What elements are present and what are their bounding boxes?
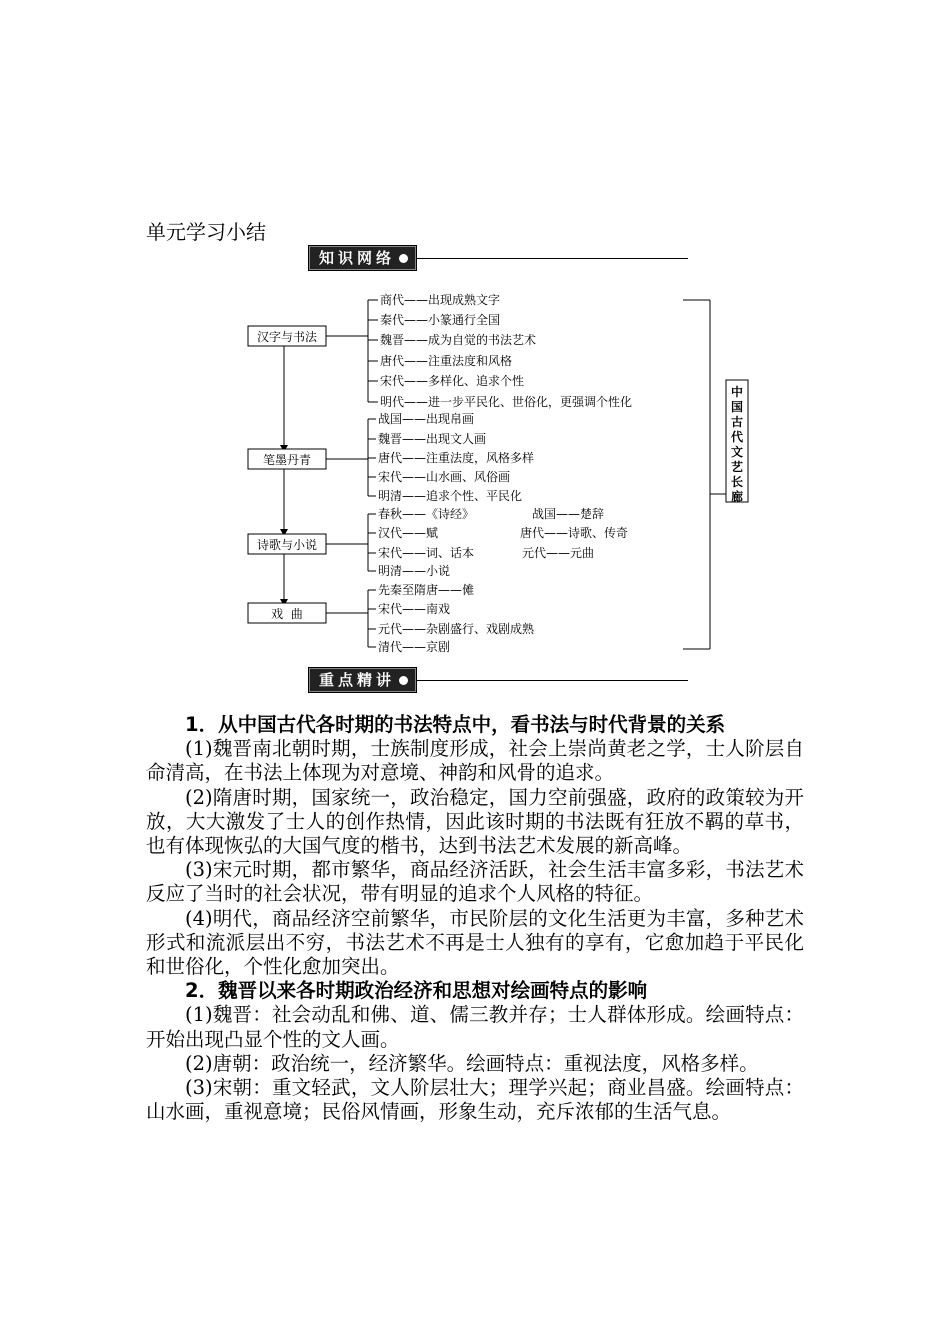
diagram-item: 宋代——多样化、追求个性 <box>380 374 525 388</box>
diagram-item: 元代——杂剧盛行、戏剧成熟 <box>378 622 535 636</box>
paragraph: (4)明代，商品经济空前繁华，市民阶层的文化生活更为丰富，多种艺术形式和流派层出不穷，书法艺术不再是士人独有的享有，它愈加趋于平民化和世俗化，个性化愈加突出。 <box>146 906 804 979</box>
banner-rule <box>417 258 688 259</box>
diagram-item: 宋代——词、话本 <box>378 546 475 560</box>
diagram-item: 秦代——小篆通行全国 <box>380 313 501 327</box>
diagram-item: 宋代——南戏 <box>378 602 451 616</box>
diagram-item: 魏晋——成为自觉的书法艺术 <box>380 333 537 347</box>
diagram-item: 春秋——《诗经》 <box>378 507 475 521</box>
group-label: 戏 曲 <box>271 607 303 621</box>
diagram-item: 清代——京剧 <box>378 640 451 654</box>
paragraph: (3)宋朝：重文轻武，文人阶层壮大；理学兴起；商业昌盛。绘画特点：山水画，重视意境；民俗风情画，形象生动，充斥浓郁的生活气息。 <box>146 1076 804 1124</box>
group-label: 笔墨丹青 <box>262 453 312 467</box>
side-label-text: 中国古代文艺长廊 <box>730 385 744 504</box>
paragraph: (2)隋唐时期，国家统一，政治稳定，国力空前强盛，政府的政策较为开放，大大激发了士人的创作热情，因此该时期的书法既有狂放不羁的草书，也有体现恢弘的大国气度的楷书，达到书法艺术发展的新高峰。 <box>146 785 804 858</box>
diagram-item: 唐代——诗歌、传奇 <box>520 526 629 540</box>
group-label: 汉字与书法 <box>256 330 318 344</box>
diagram-item: 明清——追求个性、平民化 <box>378 489 523 503</box>
diagram-item: 魏晋——出现文人画 <box>378 432 487 446</box>
diagram-item: 唐代——注重法度和风格 <box>380 354 513 368</box>
diagram-item: 先秦至隋唐——傩 <box>378 583 475 597</box>
paragraph: (3)宋元时期，都市繁华，商品经济活跃，社会生活丰富多彩，书法艺术反应了当时的社会状况，带有明显的追求个人风格的特征。 <box>146 858 804 906</box>
paragraph: (2)唐朝：政治统一，经济繁华。绘画特点：重视法度，风格多样。 <box>185 1051 759 1075</box>
heading-painting: 2．魏晋以来各时期政治经济和思想对绘画特点的影响 <box>185 979 648 1003</box>
section-banner-knowledge-network <box>308 246 688 270</box>
paragraph: (1)魏晋南北朝时期，士族制度形成，社会上崇尚黄老之学，士人阶层自命清高，在书法上体现为对意境、神韵和风骨的追求。 <box>146 737 804 785</box>
diagram-item: 汉代——赋 <box>378 526 439 540</box>
key-points-text <box>146 713 804 1124</box>
diagram-item: 明清——小说 <box>378 564 451 578</box>
diagram-item: 明代——进一步平民化、世俗化，更强调个性化 <box>380 395 633 409</box>
diagram-item: 元代——元曲 <box>522 546 595 560</box>
diagram-item: 战国——出现帛画 <box>378 412 475 426</box>
heading-calligraphy: 1．从中国古代各时期的书法特点中，看书法与时代背景的关系 <box>185 713 726 736</box>
banner-rule <box>417 680 688 681</box>
group-label: 诗歌与小说 <box>256 538 318 552</box>
diagram-item: 战国——楚辞 <box>532 507 605 521</box>
banner-label: 重点精讲 <box>319 671 396 689</box>
diagram-item: 商代——出现成熟文字 <box>380 293 501 307</box>
dot-icon <box>399 676 408 685</box>
section-banner-key-points <box>308 668 688 692</box>
paragraph: (1)魏晋：社会动乱和佛、道、儒三教并存；士人群体形成。绘画特点：开始出现凸显个性的文人画。 <box>146 1003 804 1051</box>
diagram-item: 宋代——山水画、风俗画 <box>378 470 511 484</box>
knowledge-network-diagram <box>240 288 760 660</box>
diagram-item: 唐代——注重法度，风格多样 <box>378 451 535 465</box>
unit-title: 单元学习小结 <box>146 220 266 244</box>
banner-label: 知识网络 <box>319 249 396 267</box>
dot-icon <box>399 254 408 263</box>
